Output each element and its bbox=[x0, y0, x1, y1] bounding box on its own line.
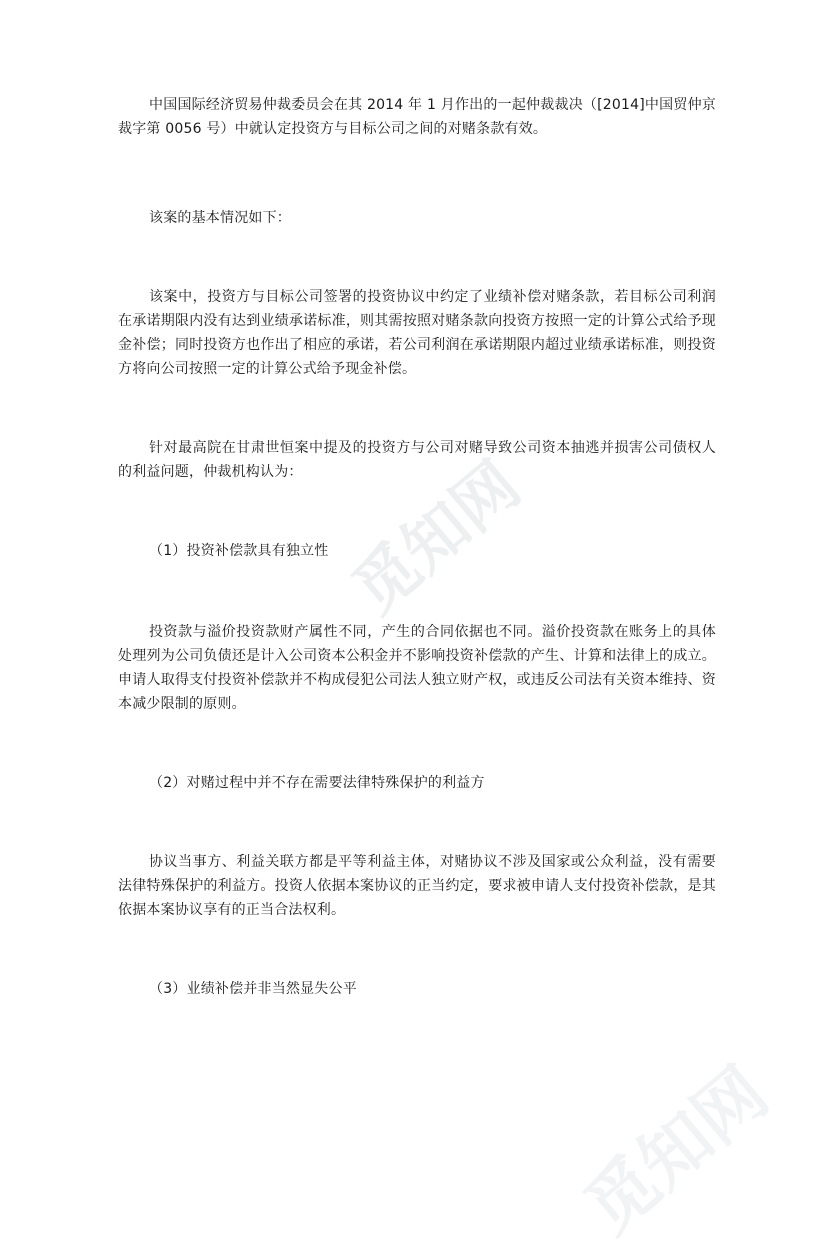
paragraph-arbitration-award: 中国国际经济贸易仲裁委员会在其 2014 年 1 月作出的一起仲裁裁决（[2014]中国贸仲京裁字第 0056 号）中就认定投资方与目标公司之间的对赌条款有效。 bbox=[118, 97, 716, 137]
paragraph-point-1: 投资款与溢价投资款财产属性不同，产生的合同依据也不同。溢价投资款在账务上的具体处理列为公司负债还是计入公司资本公积金并不影响投资补偿款的产生、计算和法律上的成立。申请人取得支付投资补偿款并不构成侵犯公司法人独立财产权，或违反公司法有关资本维持、资本减少限制的原则。 bbox=[118, 624, 716, 712]
paragraph-case-intro: 该案的基本情况如下： bbox=[149, 210, 291, 226]
watermark-bottom: 觅知网 bbox=[569, 1051, 784, 1250]
heading-point-1: （1）投资补偿款具有独立性 bbox=[149, 543, 329, 559]
paragraph-tribunal-view: 针对最高院在甘肃世恒案中提及的投资方与公司对赌导致公司资本抽逃并损害公司债权人的利益问题，仲裁机构认为： bbox=[118, 440, 716, 480]
paragraph-case-details: 该案中，投资方与目标公司签署的投资协议中约定了业绩补偿对赌条款，若目标公司利润在承诺期限内没有达到业绩承诺标准，则其需按照对赌条款向投资方按照一定的计算公式给予现金补偿；同时投资方也作出了相应的承诺，若公司利润在承诺期限内超过业绩承诺标准，则投资方将向公司按照一定的计算公式给予现金补偿。 bbox=[118, 289, 716, 377]
heading-point-2: （2）对赌过程中并不存在需要法律特殊保护的利益方 bbox=[149, 775, 485, 791]
watermark: 觅知网 bbox=[339, 448, 535, 629]
paragraph-point-2: 协议当事方、利益关联方都是平等利益主体，对赌协议不涉及国家或公众利益，没有需要法律特殊保护的利益方。投资人依据本案协议的正当约定，要求被申请人支付投资补偿款，是其依据本案协议享有的正当合法权利。 bbox=[118, 854, 716, 918]
heading-point-3: （3）业绩补偿并非当然显失公平 bbox=[149, 981, 357, 997]
